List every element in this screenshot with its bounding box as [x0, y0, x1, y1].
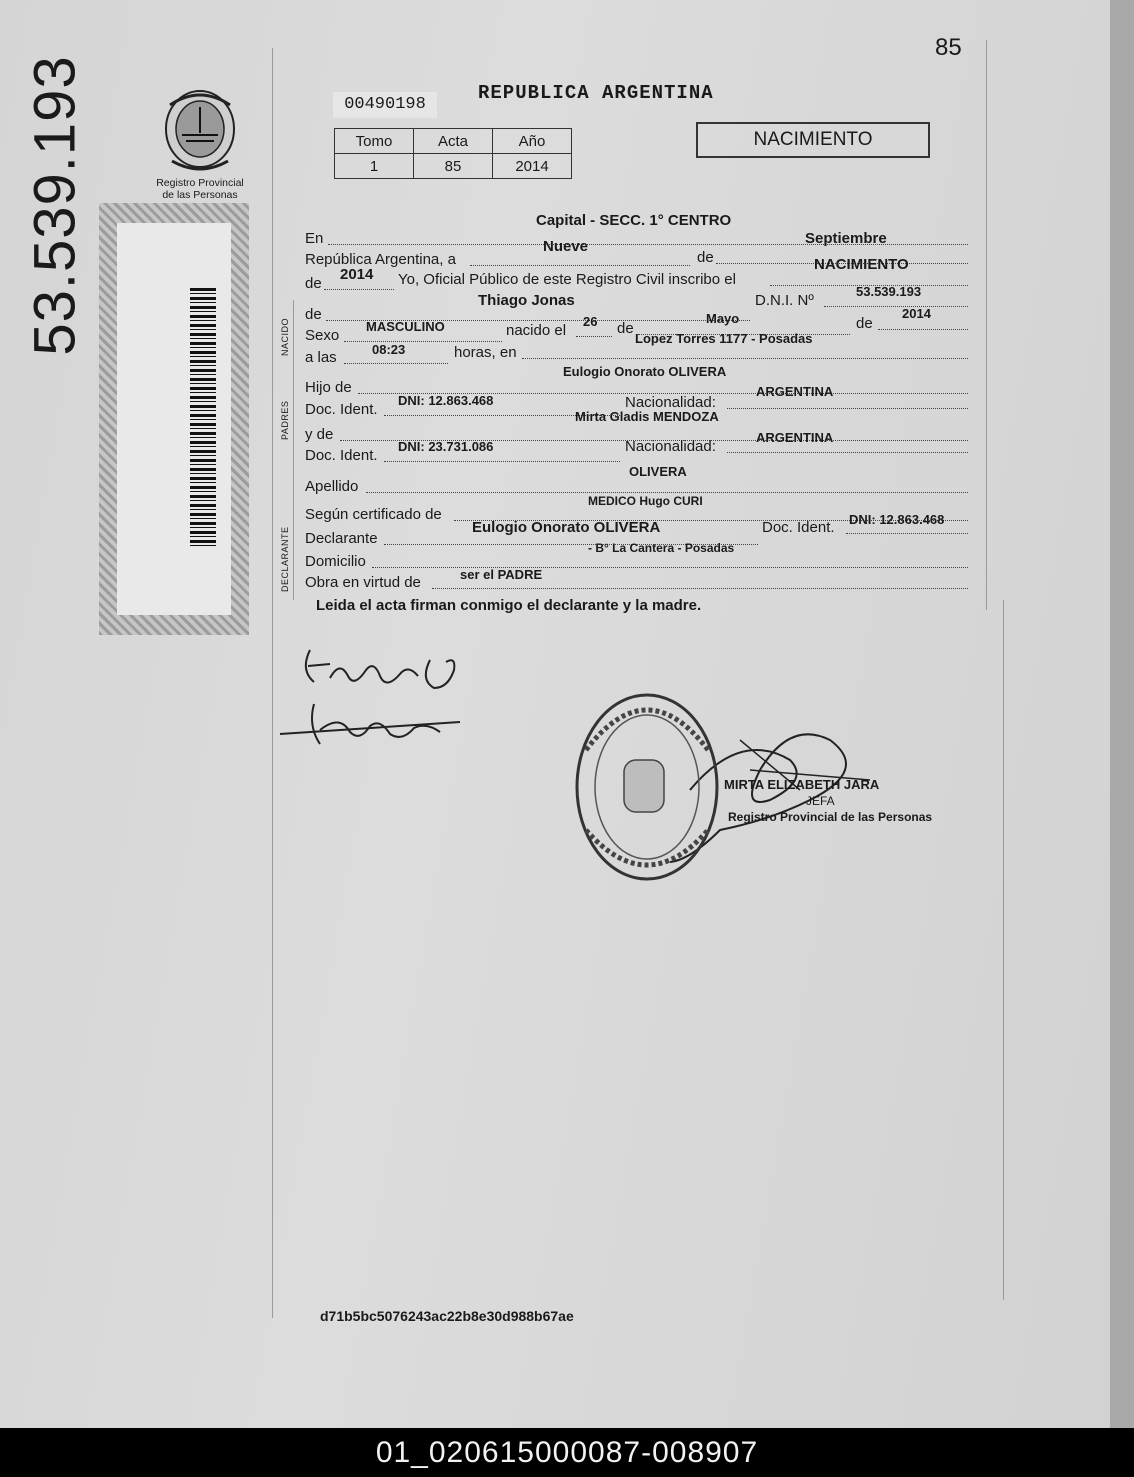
field-lugar-nac: Lopez Torres 1177 - Posadas	[635, 331, 813, 346]
registry-seal-icon	[572, 690, 722, 885]
field-hora: 08:23	[372, 342, 406, 357]
dotted-line	[727, 408, 968, 409]
field-mes: Septiembre	[805, 230, 887, 247]
label-a-las: a las	[305, 349, 337, 366]
dotted-line	[324, 289, 394, 290]
field-padre-nac: ARGENTINA	[756, 384, 834, 399]
official-organization: Registro Provincial de las Personas	[728, 810, 933, 824]
dotted-line	[824, 306, 968, 307]
field-acto: NACIMIENTO	[814, 256, 909, 273]
label-doc-ident-2: Doc. Ident.	[305, 447, 378, 464]
document-title: REPUBLICA ARGENTINA	[478, 82, 714, 104]
label-de-nombre: de	[305, 306, 322, 323]
anio-value: 2014	[493, 154, 572, 179]
tomo-header: Tomo	[335, 129, 414, 154]
label-nacido-el: nacido el	[506, 322, 567, 339]
field-certificado: MEDICO Hugo CURI	[588, 494, 703, 508]
section-label-padres: PADRES	[280, 400, 290, 440]
label-de-anio: de	[305, 275, 322, 292]
field-dni: 53.539.193	[856, 284, 922, 299]
registry-caption-line1: Registro Provincial	[156, 177, 244, 189]
field-nombre: Thiago Jonas	[478, 292, 575, 309]
dotted-line	[522, 358, 968, 359]
label-oficial: Yo, Oficial Público de este Registro Civil inscribo el	[398, 271, 736, 288]
field-anio: 2014	[340, 266, 374, 283]
tomo-value: 1	[335, 154, 414, 179]
registry-caption	[140, 177, 260, 201]
field-declarante: Eulogio Onorato OLIVERA	[472, 519, 661, 536]
field-padre-doc: DNI: 12.863.468	[398, 393, 494, 408]
section-label-nacido: NACIDO	[280, 317, 290, 356]
label-y-de: y de	[305, 426, 334, 443]
label-nacionalidad-1: Nacionalidad:	[625, 394, 716, 411]
paper-edge	[1110, 0, 1134, 1428]
dotted-line	[846, 533, 968, 534]
dotted-line	[878, 329, 968, 330]
field-dia-letras: Nueve	[543, 238, 589, 255]
label-doc-ident-1: Doc. Ident.	[305, 401, 378, 418]
field-madre: Mirta Gladis MENDOZA	[575, 409, 719, 424]
field-nac-mes: Mayo	[706, 311, 740, 326]
dotted-line	[576, 336, 612, 337]
dotted-line	[432, 588, 968, 589]
field-domicilio: - B° La Cantera - Posadas	[588, 541, 735, 555]
dotted-line	[727, 452, 968, 453]
right-margin-line-lower	[1003, 600, 1004, 1300]
field-padre: Eulogio Onorato OLIVERA	[563, 364, 727, 379]
label-sexo: Sexo	[305, 327, 340, 344]
label-en: En	[305, 230, 324, 247]
label-republica: República Argentina, a	[305, 251, 456, 268]
label-de-anio2: de	[856, 315, 873, 332]
section-divider-line	[293, 300, 294, 600]
label-apellido: Apellido	[305, 478, 359, 495]
barcode-panel	[99, 203, 249, 635]
official-name: MIRTA ELIZABETH JARA	[724, 777, 880, 792]
label-horas-en: horas, en	[454, 344, 517, 361]
field-madre-doc: DNI: 23.731.086	[398, 439, 494, 454]
field-nac-anio: 2014	[902, 306, 931, 321]
dotted-line	[384, 461, 620, 462]
right-margin-line	[986, 40, 987, 610]
field-lugar: Capital - SECC. 1° CENTRO	[536, 212, 732, 229]
section-label-declarante: DECLARANTE	[280, 526, 290, 592]
anio-header: Año	[493, 129, 572, 154]
field-declarante-doc: DNI: 12.863.468	[849, 512, 945, 527]
label-segun-cert: Según certificado de	[305, 506, 442, 523]
label-hijo-de: Hijo de	[305, 379, 352, 396]
field-obra: ser el PADRE	[460, 567, 543, 582]
registry-caption-line2: de las Personas	[162, 189, 238, 201]
volume-table	[334, 128, 572, 179]
label-obra: Obra en virtud de	[305, 574, 421, 591]
document-id-bar: 01_020615000087-008907	[0, 1428, 1134, 1477]
acta-value: 85	[414, 154, 493, 179]
document-hash: d71b5bc5076243ac22b8e30d988b67ae	[320, 1308, 574, 1324]
label-nacionalidad-2: Nacionalidad:	[625, 438, 716, 455]
dotted-line	[344, 363, 448, 364]
field-nac-dia: 26	[583, 314, 598, 329]
acta-header: Acta	[414, 129, 493, 154]
label-dni: D.N.I. Nº	[755, 292, 814, 309]
label-doc-ident-3: Doc. Ident.	[762, 519, 835, 536]
barcode-number: 53.539.193	[22, 55, 88, 356]
field-sexo: MASCULINO	[366, 319, 445, 334]
dotted-line	[366, 492, 968, 493]
dotted-line	[344, 341, 502, 342]
serial-stamp: 00490198	[333, 92, 437, 118]
act-type-box: NACIMIENTO	[696, 122, 930, 158]
label-de-dia: de	[617, 320, 634, 337]
dotted-line	[470, 265, 690, 266]
field-apellido: OLIVERA	[629, 464, 687, 479]
official-title: JEFA	[806, 794, 835, 808]
label-de-mes: de	[697, 249, 714, 266]
closing-statement: Leida el acta firman conmigo el declarante y la madre.	[316, 597, 702, 614]
field-madre-nac: ARGENTINA	[756, 430, 834, 445]
label-declarante: Declarante	[305, 530, 378, 547]
provincial-shield-icon	[160, 85, 240, 175]
label-domicilio: Domicilio	[305, 553, 366, 570]
page-number: 85	[935, 34, 962, 61]
barcode-icon	[190, 288, 216, 546]
